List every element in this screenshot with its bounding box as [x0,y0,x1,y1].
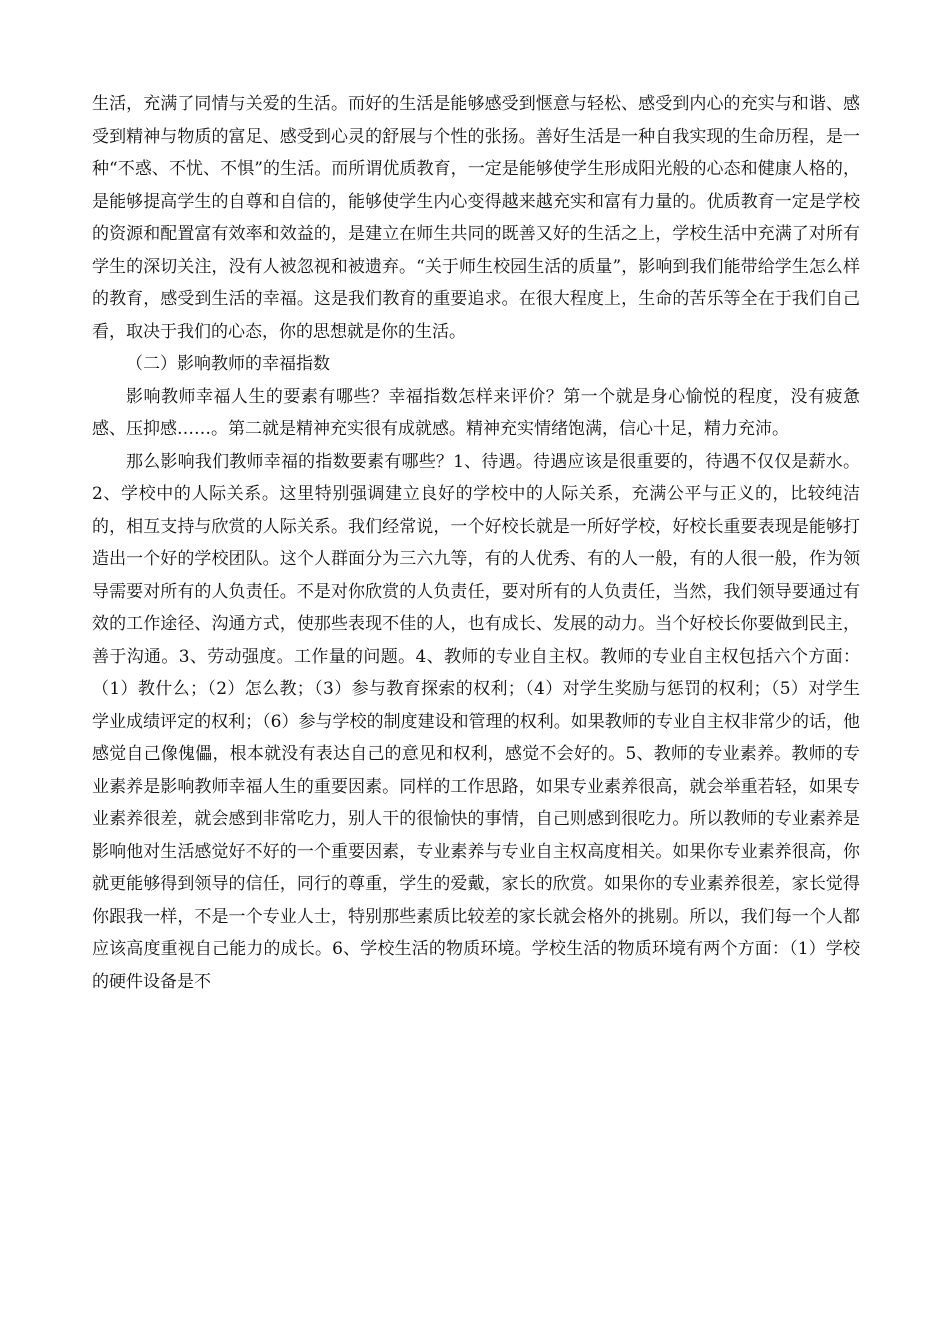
paragraph-continued: 生活，充满了同情与关爱的生活。而好的生活是能够感受到惬意与轻松、感受到内心的充实与和谐、感受到精神与物质的富足、感受到心灵的舒展与个性的张扬。善好生活是一种自我实现的生命历程，是一种“不惑、不忧、不惧”的生活。而所谓优质教育，一定是能够使学生形成阳光般的心态和健康人格的，是能够提高学生的自尊和自信的，能够使学生内心变得越来越充实和富有力量的。优质教育一定是学校的资源和配置富有效率和效益的，是建立在师生共同的既善又好的生活之上，学校生活中充满了对所有学生的深切关注，没有人被忽视和被遗弃。“关于师生校园生活的质量”，影响到我们能带给学生怎么样的教育，感受到生活的幸福。这是我们教育的重要追求。在很大程度上，生命的苦乐等全在于我们自己看，取决于我们的心态，你的思想就是你的生活。 [92,94,860,342]
document-body [92,88,860,998]
paragraph: 那么影响我们教师幸福的指数要素有哪些？1、待遇。待遇应该是很重要的，待遇不仅仅是薪水。2、学校中的人际关系。这里特别强调建立良好的学校中的人际关系，充满公平与正义的，比较纯洁的，相互支持与欣赏的人际关系。我们经常说，一个好校长就是一所好学校，好校长重要表现是能够打造出一个好的学校团队。这个人群面分为三六九等，有的人优秀、有的人一般，有的人很一般，作为领导需要对所有的人负责任。不是对你欣赏的人负责任，要对所有的人负责任，当然，我们领导要通过有效的工作途径、沟通方式，使那些表现不佳的人，也有成长、发展的动力。当个好校长你要做到民主，善于沟通。3、劳动强度。工作量的问题。4、教师的专业自主权。教师的专业自主权包括六个方面：（1）教什么；（2）怎么教；（3）参与教育探索的权利；（4）对学生奖励与惩罚的权利；（5）对学生学业成绩评定的权利；（6）参与学校的制度建设和管理的权利。如果教师的专业自主权非常少的话，他感觉自己像傀儡，根本就没有表达自己的意见和权利，感觉不会好的。5、教师的专业素养。教师的专业素养是影响教师幸福人生的重要因素。同样的工作思路，如果专业素养很高，就会举重若轻，如果专业素养很差，就会感到非常吃力，别人干的很愉快的事情，自己则感到很吃力。所以教师的专业素养是影响他对生活感觉好不好的一个重要因素，专业素养与专业自主权高度相关。如果你专业素养很高，你就更能够得到领导的信任，同行的尊重，学生的爱戴，家长的欣赏。如果你的专业素养很差，家长觉得你跟我一样，不是一个专业人士，特别那些素质比较差的家长就会格外的挑剔。所以，我们每一个人都应该高度重视自己能力的成长。6、学校生活的物质环境。学校生活的物质环境有两个方面：（1）学校的硬件设备是不 [92,451,860,992]
section-heading: （二）影响教师的幸福指数 [126,354,330,374]
paragraph: 影响教师幸福人生的要素有哪些？幸福指数怎样来评价？第一个就是身心愉悦的程度，没有疲惫感、压抑感……。第二就是精神充实很有成就感。精神充实情绪饱满，信心十足，精力充沛。 [92,386,860,439]
